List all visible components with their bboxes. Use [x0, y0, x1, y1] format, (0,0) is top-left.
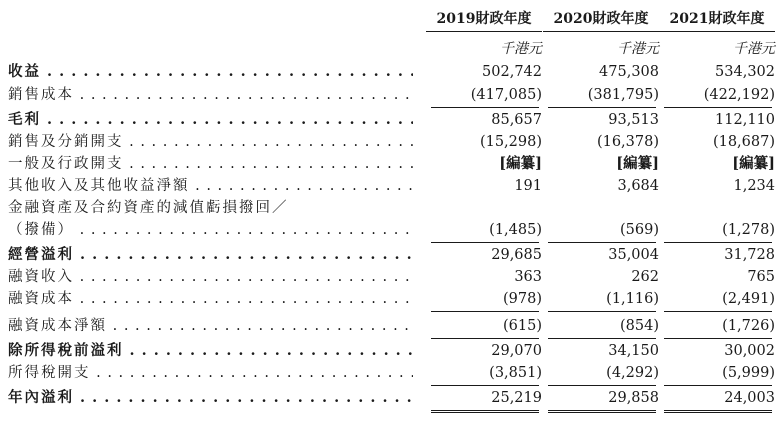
cell-2019: [編纂]: [499, 155, 542, 172]
row-label: （撥備） . . .: [8, 219, 413, 241]
table-row-revenue: [8, 61, 783, 83]
cell-2020: 475,308: [599, 64, 659, 80]
cell-2019: (978): [503, 291, 542, 307]
cell-2020: 29,858: [608, 390, 659, 406]
row-label: 融資成本淨額 . . .: [8, 315, 413, 337]
cell-2020: 35,004: [608, 247, 659, 263]
cell-2021: 1,234: [733, 178, 775, 194]
cell-2019: 502,742: [482, 64, 542, 80]
row-label: 金融資產及合約資產的減值虧損撥回／: [8, 200, 289, 216]
table-row-impairment-line2: [8, 219, 783, 241]
table-row-finance-costs: [8, 288, 783, 310]
total-double-rule: [431, 410, 539, 413]
unit-label-2021: 千港元: [733, 41, 775, 57]
cell-2019: (15,298): [479, 134, 542, 150]
subtotal-rule: [548, 242, 656, 243]
row-label: 所得稅開支 . . .: [8, 362, 413, 384]
row-label: 收益 . . .: [8, 61, 413, 83]
cell-2020: 34,150: [608, 343, 659, 359]
subtotal-rule: [431, 338, 539, 339]
table-row-net-finance-costs: [8, 315, 783, 337]
table-row-selling-expenses: [8, 131, 783, 153]
table-row-admin-expenses: [8, 153, 783, 175]
cell-2019: 85,657: [491, 112, 542, 128]
subtotal-rule: [548, 338, 656, 339]
cell-2021: (422,192): [703, 87, 775, 103]
cell-2020: (569): [620, 222, 659, 238]
subtotal-rule: [431, 311, 539, 312]
unit-label-2020: 千港元: [617, 41, 659, 57]
subtotal-rule: [548, 311, 656, 312]
cell-2020: [編纂]: [616, 155, 659, 172]
total-double-rule: [664, 410, 772, 413]
column-header-2019: 2019財政年度: [426, 8, 542, 32]
cell-2020: 93,513: [608, 112, 659, 128]
cell-2019: (1,485): [489, 222, 542, 238]
subtotal-rule: [431, 242, 539, 243]
cell-2020: 262: [631, 269, 659, 285]
row-label: 融資收入 . . .: [8, 266, 413, 288]
row-label: 融資成本 . . .: [8, 288, 413, 310]
cell-2021: 30,002: [724, 343, 775, 359]
subtotal-rule: [548, 107, 656, 108]
subtotal-rule: [664, 338, 772, 339]
subtotal-rule: [431, 107, 539, 108]
cell-2021: (18,687): [712, 134, 775, 150]
cell-2019: 363: [514, 269, 542, 285]
row-label: 毛利 . . .: [8, 109, 413, 131]
cell-2019: (417,085): [470, 87, 542, 103]
cell-2020: (1,116): [606, 291, 659, 307]
cell-2019: 191: [514, 178, 542, 194]
cell-2021: (2,491): [722, 291, 775, 307]
column-header-2021: 2021財政年度: [659, 8, 775, 32]
cell-2021: (1,726): [722, 318, 775, 334]
table-row-gross-profit: [8, 109, 783, 131]
table-row-profit-for-year: [8, 387, 783, 409]
cell-2020: (854): [620, 318, 659, 334]
subtotal-rule: [664, 311, 772, 312]
cell-2020: (16,378): [596, 134, 659, 150]
row-label: 除所得稅前溢利 . . .: [8, 340, 413, 362]
table-row-income-tax: [8, 362, 783, 384]
unit-label-2019: 千港元: [500, 41, 542, 57]
cell-2021: 24,003: [724, 390, 775, 406]
cell-2019: 29,070: [491, 343, 542, 359]
subtotal-rule: [664, 107, 772, 108]
table-row-cost-of-sales: [8, 84, 783, 106]
cell-2020: 3,684: [617, 178, 659, 194]
row-label: 銷售及分銷開支 . . .: [8, 131, 413, 153]
row-label: 年內溢利 . . .: [8, 387, 413, 409]
total-double-rule: [548, 410, 656, 413]
cell-2020: (381,795): [587, 87, 659, 103]
row-label: 一般及行政開支 . . .: [8, 153, 413, 175]
subtotal-rule: [431, 385, 539, 386]
cell-2020: (4,292): [606, 365, 659, 381]
cell-2019: 25,219: [491, 390, 542, 406]
column-header-2020: 2020財政年度: [543, 8, 659, 32]
cell-2021: (5,999): [722, 365, 775, 381]
table-row-profit-before-tax: [8, 340, 783, 362]
subtotal-rule: [664, 385, 772, 386]
cell-2021: [編纂]: [732, 155, 775, 172]
cell-2021: 112,110: [715, 112, 775, 128]
cell-2021: 765: [747, 269, 775, 285]
cell-2021: (1,278): [722, 222, 775, 238]
cell-2021: 534,302: [715, 64, 775, 80]
cell-2021: 31,728: [724, 247, 775, 263]
table-row-impairment-line1: [8, 197, 783, 219]
cell-2019: (3,851): [489, 365, 542, 381]
table-row-finance-income: [8, 266, 783, 288]
row-label: 銷售成本 . . .: [8, 84, 413, 106]
cell-2019: 29,685: [491, 247, 542, 263]
row-label: 其他收入及其他收益淨額 . . .: [8, 175, 413, 197]
table-row-operating-profit: [8, 244, 783, 266]
row-label: 經營溢利 . . .: [8, 244, 413, 266]
cell-2019: (615): [503, 318, 542, 334]
subtotal-rule: [548, 385, 656, 386]
table-row-other-income: [8, 175, 783, 197]
subtotal-rule: [664, 242, 772, 243]
